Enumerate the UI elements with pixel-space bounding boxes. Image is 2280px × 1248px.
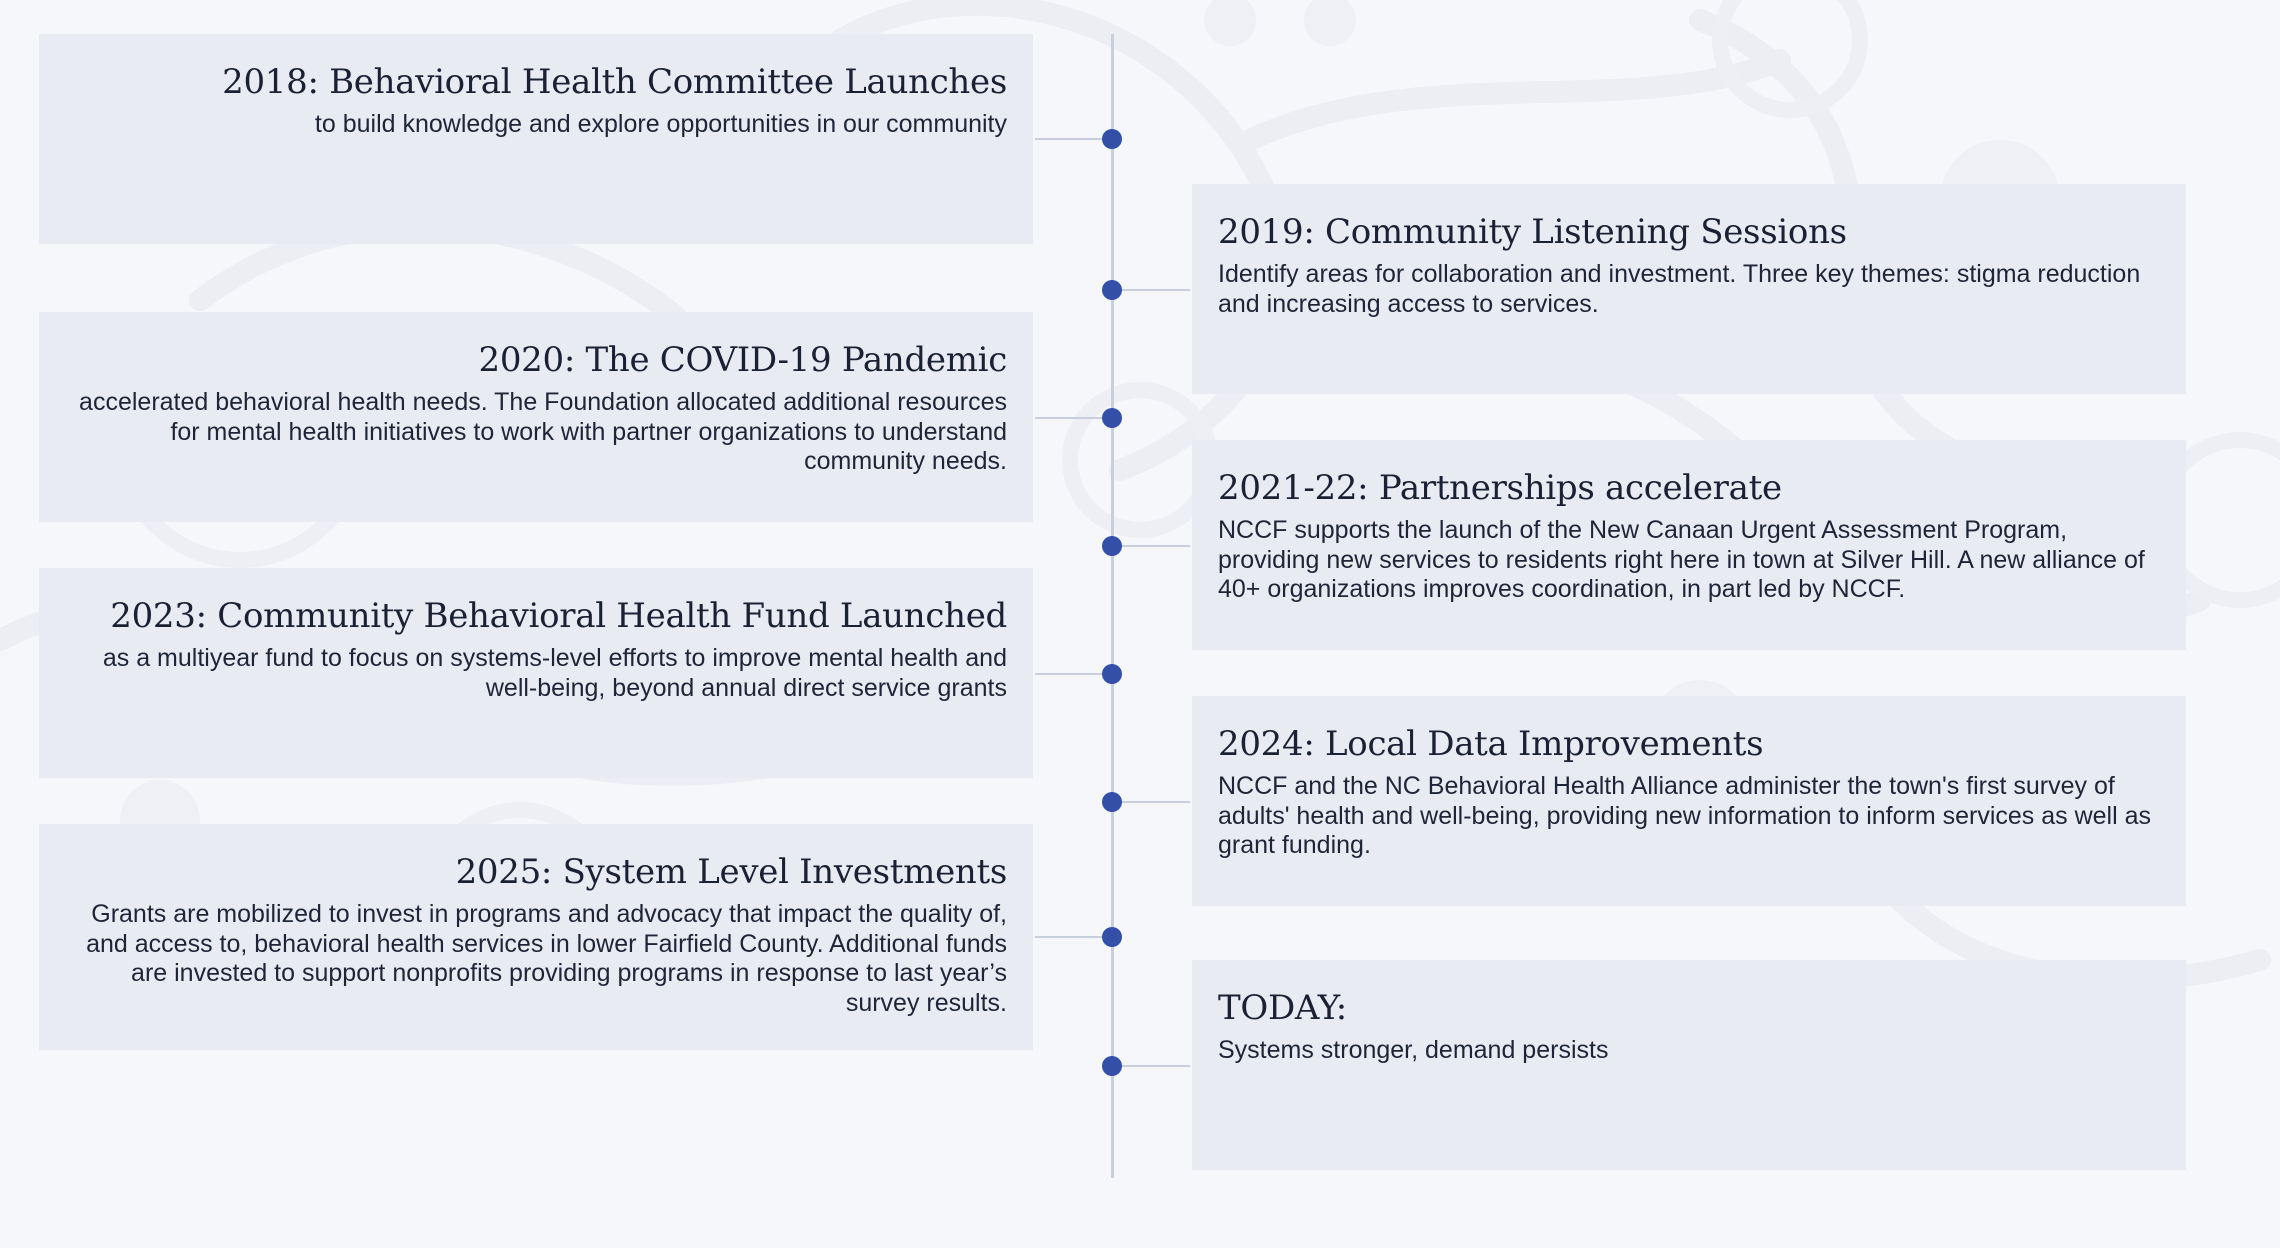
timeline-dot bbox=[1102, 927, 1122, 947]
timeline-event-2024 bbox=[1192, 696, 2186, 906]
event-description: as a multiyear fund to focus on systems-level efforts to improve mental health and well-being, beyond annual direct service grants bbox=[102, 644, 1007, 702]
timeline-connector bbox=[1114, 545, 1190, 547]
event-description: Identify areas for collaboration and investment. Three key themes: stigma reduction and increasing access to services. bbox=[1218, 260, 2141, 318]
event-description: accelerated behavioral health needs. The Foundation allocated additional resources for mental health initiatives to work with partner organizations to understand community needs. bbox=[79, 388, 1007, 475]
event-description: Grants are mobilized to invest in programs and advocacy that impact the quality of, and access to, behavioral health services in lower Fairfield County. Additional funds are invested to support nonprofits providing programs in response to last year’s survey results. bbox=[86, 900, 1007, 1017]
timeline-connector bbox=[1114, 289, 1190, 291]
timeline-event-2018 bbox=[39, 34, 1033, 244]
event-title: 2023: Community Behavioral Health Fund Launched bbox=[110, 596, 1007, 636]
timeline-dot bbox=[1102, 408, 1122, 428]
timeline-connector bbox=[1035, 138, 1112, 140]
timeline-event-today bbox=[1192, 960, 2186, 1170]
timeline-event-2023 bbox=[39, 568, 1033, 778]
event-title: 2025: System Level Investments bbox=[455, 852, 1007, 892]
timeline-connector bbox=[1035, 417, 1112, 419]
event-description: NCCF supports the launch of the New Canaan Urgent Assessment Program, providing new services to residents right here in town at Silver Hill. A new alliance of 40+ organizations improves coordination, in part led by NCCF. bbox=[1218, 516, 2145, 603]
timeline-connector bbox=[1035, 673, 1112, 675]
timeline-dot bbox=[1102, 664, 1122, 684]
timeline-dot bbox=[1102, 1056, 1122, 1076]
timeline-event-2025 bbox=[39, 824, 1033, 1050]
timeline-dot bbox=[1102, 536, 1122, 556]
timeline-event-2021-22 bbox=[1192, 440, 2186, 650]
timeline-connector bbox=[1035, 936, 1112, 938]
event-title: 2020: The COVID-19 Pandemic bbox=[478, 340, 1007, 380]
timeline-connector bbox=[1114, 1065, 1190, 1067]
event-title: 2024: Local Data Improvements bbox=[1218, 724, 1764, 764]
timeline-dot bbox=[1102, 129, 1122, 149]
timeline-dot bbox=[1102, 280, 1122, 300]
event-description: to build knowledge and explore opportunities in our community bbox=[314, 110, 1007, 138]
event-title: 2018: Behavioral Health Committee Launches bbox=[222, 62, 1007, 102]
event-description: Systems stronger, demand persists bbox=[1218, 1036, 1609, 1064]
event-title: TODAY: bbox=[1218, 988, 1347, 1028]
timeline-connector bbox=[1114, 801, 1190, 803]
event-title: 2021-22: Partnerships accelerate bbox=[1218, 468, 1782, 508]
event-title: 2019: Community Listening Sessions bbox=[1218, 212, 1847, 252]
timeline-line bbox=[1111, 34, 1114, 1178]
timeline-event-2020 bbox=[39, 312, 1033, 522]
timeline-dot bbox=[1102, 792, 1122, 812]
event-description: NCCF and the NC Behavioral Health Alliance administer the town's first survey of adults' health and well-being, providing new information to inform services as well as grant funding. bbox=[1218, 772, 2152, 859]
timeline-event-2019 bbox=[1192, 184, 2186, 394]
